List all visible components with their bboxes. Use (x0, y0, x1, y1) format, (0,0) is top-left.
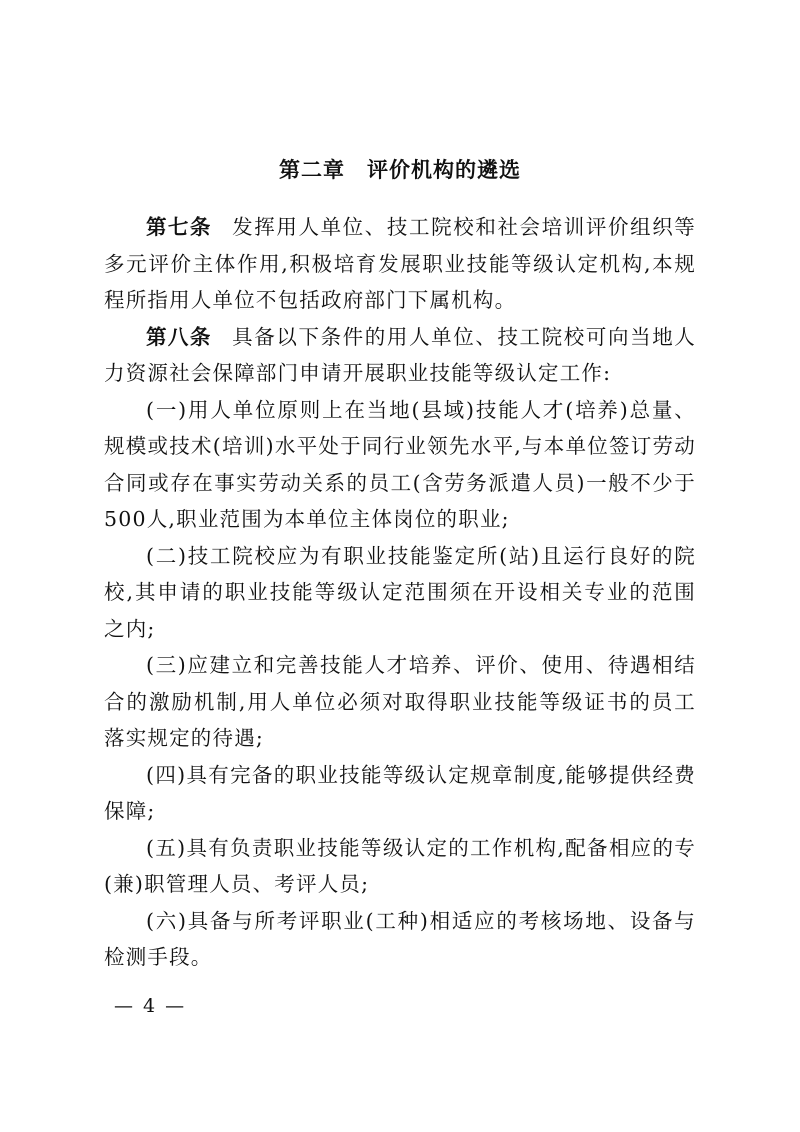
list-item: (四)具有完备的职业技能等级认定规章制度,能够提供经费保障; (104, 762, 696, 823)
document-body (104, 209, 696, 976)
article-text: 具备以下条件的用人单位、技工院校可向当地人力资源社会保障部门申请开展职业技能等级认定工作: (104, 324, 697, 385)
page-number: — 4 — (114, 995, 187, 1017)
list-item: (二)技工院校应为有职业技能鉴定所(站)且运行良好的院校,其申请的职业技能等级认定范围须在开设相关专业的范围之内; (104, 543, 696, 641)
list-item: (五)具有负责职业技能等级认定的工作机构,配备相应的专(兼)职管理人员、考评人员; (104, 835, 696, 896)
list-item: (三)应建立和完善技能人才培养、评价、使用、待遇相结合的激励机制,用人单位必须对取得职业技能等级证书的员工落实规定的待遇; (104, 653, 696, 750)
article-paragraph (104, 209, 696, 319)
list-item: (一)用人单位原则上在当地(县域)技能人才(培养)总量、规模或技术(培训)水平处于同行业领先水平,与本单位签订劳动合同或存在事实劳动关系的员工(含劳务派遣人员)一般不少于500人,职业范围为本单位主体岗位的职业; (104, 397, 696, 531)
article-paragraph (104, 319, 696, 392)
list-item: (六)具备与所考评职业(工种)相适应的考核场地、设备与检测手段。 (104, 908, 696, 969)
article-number: 第八条 (146, 324, 212, 349)
article-text: 发挥用人单位、技工院校和社会培训评价组织等多元评价主体作用,积极培育发展职业技能等级认定机构,本规程所指用人单位不包括政府部门下属机构。 (104, 215, 697, 312)
chapter-title: 第二章 评价机构的遴选 (279, 158, 521, 182)
article-number: 第七条 (146, 215, 212, 239)
